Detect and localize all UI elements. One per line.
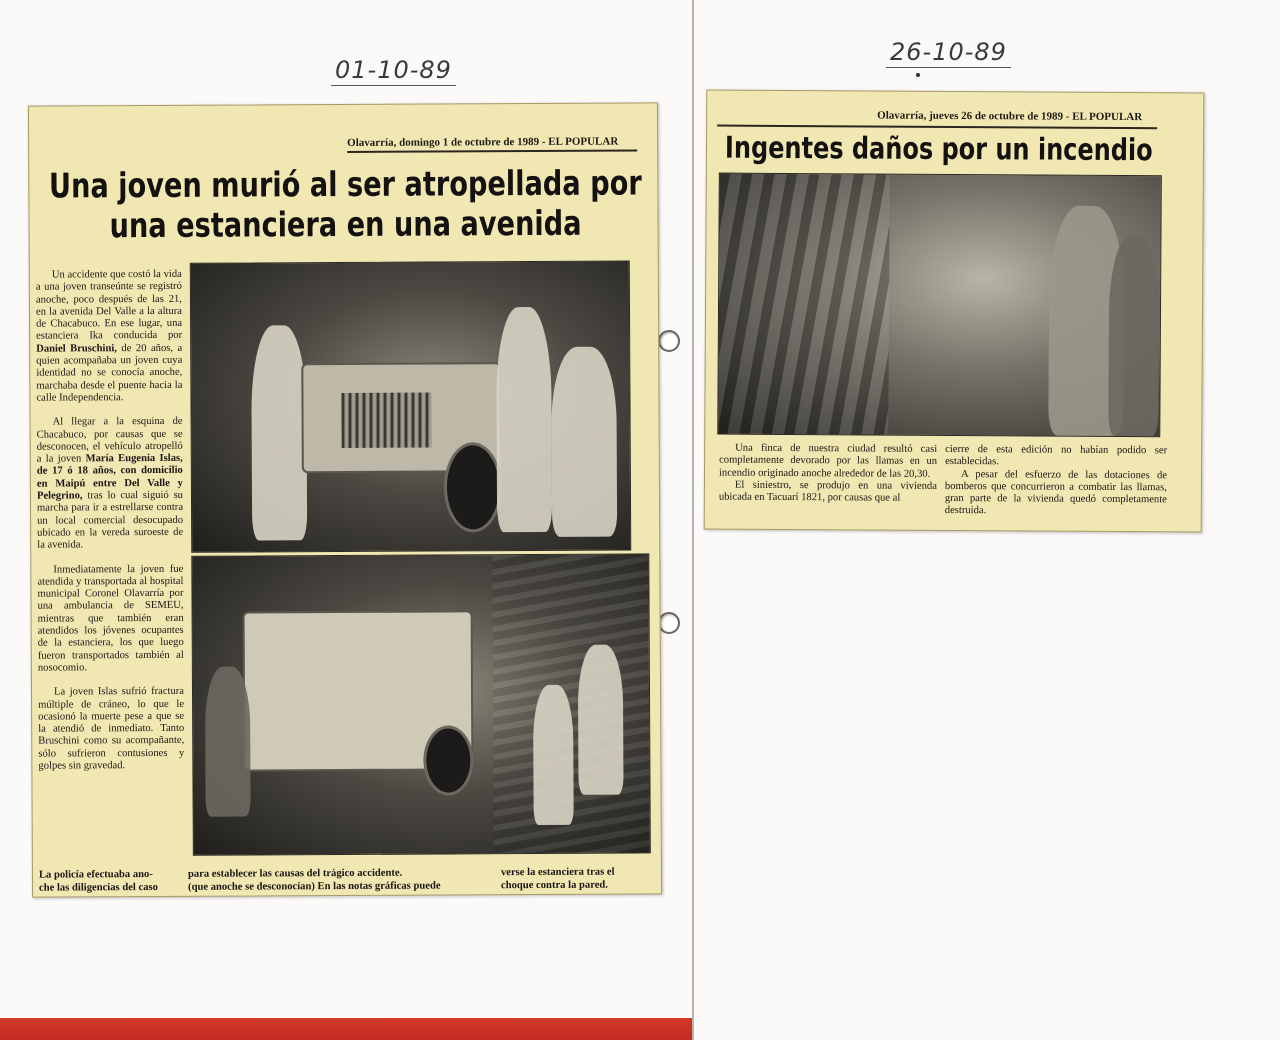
dateline-rule bbox=[717, 125, 1157, 130]
bottom-text-col1: La policía efectuaba ano- che las diligencias del caso bbox=[38, 869, 158, 894]
headline: Una joven murió al ser atropellada por una estanciera en una avenida bbox=[48, 163, 642, 247]
dateline: Olavarría, jueves 26 de octubre de 1989 - EL POPULAR bbox=[877, 109, 1143, 124]
photo-jeep-wheel bbox=[444, 442, 502, 532]
punch-hole-bottom bbox=[658, 612, 680, 634]
photo-crashed-jeep-side bbox=[191, 553, 651, 855]
article-column-1: Una finca de nuestra ciudad resultó casi completamente devorado por las llamas en un incendio originado anoche alrededor de las 20,30. El siniestro, se produjo en una vivienda ubicada en Tacuarí 1821, por causas que al bbox=[718, 442, 938, 504]
handwritten-date-left: 01-10-89 bbox=[335, 56, 452, 84]
photo-person bbox=[205, 667, 251, 817]
news-clipping-accident bbox=[28, 102, 662, 897]
photo-firefighter bbox=[496, 307, 552, 532]
photo-person bbox=[533, 685, 574, 825]
binder-page-right bbox=[692, 0, 1280, 1040]
handwritten-date-right: 26-10-89 bbox=[890, 38, 1007, 66]
binder-edge-band bbox=[0, 1018, 692, 1040]
bottom-text-col3: verse la estanciera tras el choque contra la pared. bbox=[500, 866, 615, 892]
photo-firefighter bbox=[578, 645, 624, 795]
news-clipping-fire bbox=[704, 89, 1205, 532]
punch-hole-top bbox=[658, 330, 680, 352]
photo-crashed-jeep-front bbox=[190, 261, 632, 553]
article-column-2: cierre de esta edición no habían podido ser establecidas. A pesar del esfuerzo de las dotaciones de bomberos que concurrieron a combatir las llamas, gran parte de la vivienda quedó completamente destruida. bbox=[944, 443, 1168, 517]
photo-charred-wall bbox=[718, 174, 890, 437]
dateline: Olavarría, domingo 1 de octubre de 1989 - EL POPULAR bbox=[347, 135, 637, 153]
ink-dot bbox=[916, 73, 920, 77]
photo-jeep-wheel bbox=[423, 725, 473, 795]
photo-person bbox=[251, 325, 307, 540]
bottom-text-col2: para establecer las causas del trágico accidente. (que anoche se desconocían) En las notas gráficas puede bbox=[187, 867, 441, 893]
photo-fire-aftermath bbox=[717, 173, 1162, 438]
article-column: Un accidente que costó la vida a una joven transeúnte se registró anoche, poco después de las 21, en la avenida Del Valle a la altura de Chacabuco. En ese lugar, una estanciera Ika conducida por Daniel Bruschini, de 20 años, a quien acompañaba un joven cuya identidad no se conocía anoche, marchaba desde el puente hacia la calle Independencia. Al llegar a la esquina de Chacabuco, por causas que se desconocen, el vehículo atropelló a la joven María Eugenia Islas, de 17 ó 18 años, con domicilio en Maipú entre Del Valle y Pelegrino, tras lo cual siguió su marcha para ir a estrellarse contra un local comercial desocupado ubicado en la vereda suroeste de la avenida. Inmediatamente la joven fue atendida y transportada al hospital municipal Coronel Olavarría por una ambulancia de SEMEU, mientras que también eran atendidos los jóvenes ocupantes de la estanciera, los que luego fueron transportados también al nosocomio. La joven Islas sufrió fractura múltiple de cráneo, lo que le ocasionó la muerte pese a que se la atendió de inmediato. Tanto Bruschini como su acompañante, sólo sufrieron contusiones y golpes sin gravedad. bbox=[35, 268, 185, 772]
photo-jeep-grille bbox=[341, 393, 431, 448]
photo-person bbox=[551, 347, 617, 537]
headline: Ingentes daños por un incendio bbox=[724, 130, 1153, 169]
photo-person bbox=[1108, 236, 1159, 436]
